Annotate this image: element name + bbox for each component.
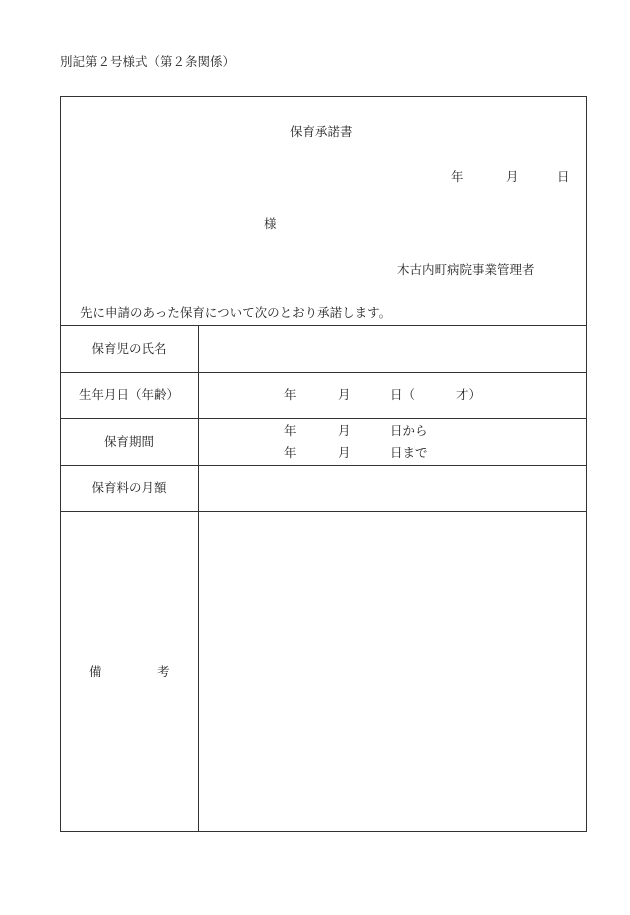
row-divider-3 bbox=[60, 465, 587, 466]
birthdate-month: 月 bbox=[338, 387, 351, 402]
date-year-label: 年 bbox=[451, 169, 464, 184]
form-title: 保育承諾書 bbox=[290, 124, 353, 139]
monthly-fee-label: 保育料の月額 bbox=[91, 480, 167, 495]
row-divider-4 bbox=[60, 511, 587, 512]
period-label: 保育期間 bbox=[103, 434, 154, 449]
row-divider-2 bbox=[60, 418, 587, 419]
period-from-month: 月 bbox=[338, 423, 351, 438]
remarks-label-right: 考 bbox=[157, 664, 170, 679]
child-name-label: 保育児の氏名 bbox=[91, 341, 167, 356]
date-day-label: 日 bbox=[557, 169, 570, 184]
period-to-year: 年 bbox=[284, 445, 297, 460]
period-from-day: 日から bbox=[390, 423, 428, 438]
birthdate-age: 才） bbox=[456, 387, 482, 402]
period-to-month: 月 bbox=[338, 445, 351, 460]
issuer-name: 木古内町病院事業管理者 bbox=[397, 262, 535, 277]
column-divider bbox=[198, 325, 199, 832]
date-month-label: 月 bbox=[506, 169, 519, 184]
approval-statement: 先に申請のあった保育について次のとおり承諾します。 bbox=[80, 305, 392, 320]
table-top-border bbox=[60, 325, 587, 326]
row-divider-1 bbox=[60, 372, 587, 373]
addressee-suffix: 様 bbox=[264, 216, 277, 231]
period-from-year: 年 bbox=[284, 423, 297, 438]
birthdate-day: 日（ bbox=[390, 387, 416, 402]
birthdate-label: 生年月日（年齢） bbox=[78, 387, 179, 402]
approval-form-box bbox=[60, 96, 587, 832]
period-to-day: 日まで bbox=[390, 445, 428, 460]
remarks-label-left: 備 bbox=[89, 664, 102, 679]
form-reference: 別記第２号様式（第２条関係） bbox=[60, 54, 236, 69]
birthdate-year: 年 bbox=[284, 387, 297, 402]
